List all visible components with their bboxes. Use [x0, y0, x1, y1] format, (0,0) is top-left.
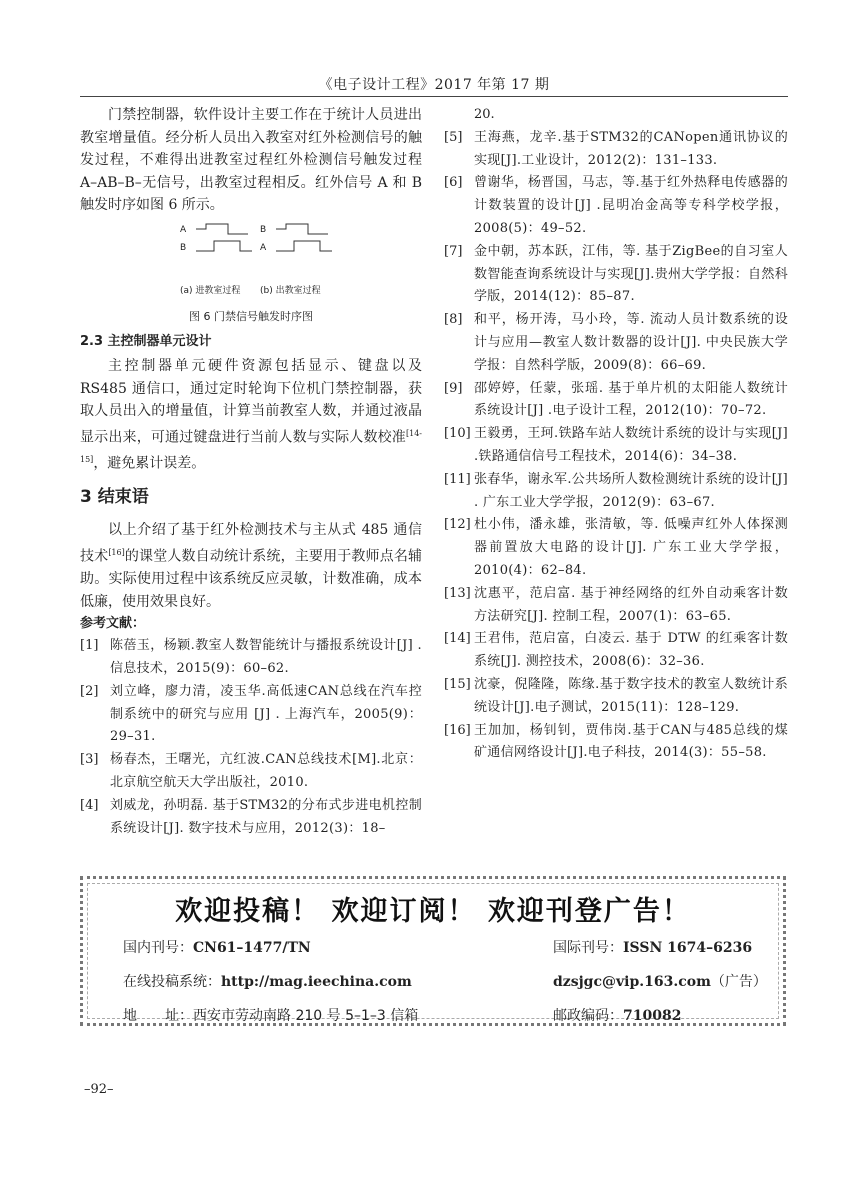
reference-item: [13] 沈惠平，范启富. 基于神经网络的红外自动乘客计数方法研究[J]. 控制工程，2007(1)：63–65. [444, 585, 788, 624]
left-column [80, 104, 422, 840]
journal-ad-banner [80, 876, 786, 1026]
subfigure-caption: (b) 出教室过程 [260, 285, 321, 296]
banner-slogan: 欢迎投稿！ 欢迎订阅！ 欢迎刊登广告！ [175, 896, 691, 927]
reference-item: [6] 曾谢华，杨晋国，马志，等.基于红外热释电传感器的计数装置的设计[J] .昆明冶金高等专科学校学报，2008(5)：49–52. [444, 175, 788, 236]
reference-item: [5] 王海燕，龙辛.基于STM32的CANopen通讯协议的实现[J].工业设计，2012(2)：131–133. [444, 129, 788, 168]
citation: [16] [108, 547, 125, 557]
section-heading: 3 结束语 [80, 487, 149, 508]
reference-item: [14] 王君伟，范启富，白凌云. 基于 DTW 的红乘客计数系统[J]. 测控技术，2008(6)：32–36. [444, 631, 788, 670]
signal-label: B [180, 242, 187, 253]
signal-label: A [260, 242, 267, 253]
postal-code: 邮政编码：710082 [553, 1008, 682, 1024]
paragraph-conclusion: 以上介绍了基于红外检测技术与主从式 485 通信技术[16]的课堂人数自动统计系统，主要用于教师点名辅助。实际使用过程中该系统反应灵敏，计数准确，成本低廉，使用效果良好。 [80, 522, 423, 610]
reference-item: [11] 张春华，谢永军.公共场所人数检测统计系统的设计[J] . 广东工业大学学报，2012(9)：63–67. [444, 471, 788, 510]
header-rule [80, 96, 788, 97]
figure-6a [180, 221, 260, 301]
mailing-address: 地 址：西安市劳动南路 210 号 5–1–3 信箱 [123, 1008, 419, 1024]
paragraph-door-controller: 门禁控制器，软件设计主要工作在于统计人员进出教室增量值。经分析人员出入教室对红外检测信号的触发过程，不难得出进教室过程红外检测信号触发过程 A–AB–B–无信号，出教室过程相反。红外信号 A 和 B 触发时序如图 6 所示。 [80, 107, 422, 214]
waveform-b [272, 223, 342, 263]
subsection-heading: 2.3 主控制器单元设计 [80, 333, 212, 349]
reference-item: [15] 沈豪，倪隆隆，陈缘.基于数字技术的教室人数统计系统设计[J].电子测试，2015(11)：128–129. [444, 676, 788, 715]
reference-continuation: 20. [474, 107, 495, 122]
waveform-a [192, 223, 262, 263]
figure-6b [260, 221, 340, 301]
reference-item: [2] 刘立峰，廖力清，凌玉华.高低速CAN总线在汽车控制系统中的研究与应用 [J] . 上海汽车，2005(9)：29–31. [80, 683, 422, 745]
reference-item: [1] 陈蓓玉，杨颖.教室人数智能统计与播报系统设计[J] .信息技术，2015(9)：60–62. [80, 638, 422, 677]
figure-caption: 图 6 门禁信号触发时序图 [189, 309, 313, 323]
reference-item: [12] 杜小伟，潘永雄，张清敏，等. 低噪声红外人体探测器前置放大电路的设计[J]. 广东工业大学学报，2010(4)：62–84. [444, 517, 788, 578]
right-column [444, 104, 788, 765]
reference-item: [9] 邵婷婷，任蒙，张瑶. 基于单片机的太阳能人数统计系统设计[J] .电子设计工程，2012(10)：70–72. [444, 380, 788, 419]
page-number: –92– [84, 1082, 114, 1097]
reference-item: [3] 杨春杰，王曙光，亢红波.CAN总线技术[M].北京：北京航空航天大学出版社，2010. [80, 752, 422, 791]
signal-label: A [180, 224, 187, 235]
online-submission: 在线投稿系统：http://mag.ieechina.com [123, 974, 412, 990]
subfigure-caption: (a) 进教室过程 [180, 285, 241, 296]
domestic-issn: 国内刊号：CN61–1477/TN [123, 940, 311, 956]
international-issn: 国际刊号：ISSN 1674–6236 [553, 940, 753, 956]
reference-item: [8] 和平，杨开涛，马小玲，等. 流动人员计数系统的设计与应用—教室人数计数器的设计[J]. 中央民族大学学报：自然科学版，2009(8)：66–69. [444, 312, 788, 373]
reference-item: [7] 金中朝，苏本跃，江伟，等. 基于ZigBee的自习室人数智能查询系统设计与实现[J].贵州大学学报：自然科学版，2014(12)：85–87. [444, 243, 788, 305]
citation: [14-15] [80, 428, 422, 464]
figure-6 [80, 221, 422, 325]
journal-header: 《电子设计工程》2017 年第 17 期 [318, 77, 550, 93]
reference-item: [4] 刘威龙，孙明磊. 基于STM32的分布式步进电机控制系统设计[J]. 数字技术与应用，2012(3)：18– [80, 797, 422, 836]
signal-label: B [260, 224, 267, 235]
paragraph-main-controller: 主控制器单元硬件资源包括显示、键盘以及 RS485 通信口，通过定时轮询下位机门禁控制器，获取人员出入的增量值，计算当前教室人数，并通过液晶显示出来，可通过键盘进行当前人数与实际人数校准[14-15]，避免累计误差。 [80, 357, 422, 472]
contact-email: dzsjgc@vip.163.com（广告） [553, 974, 767, 990]
references-heading: 参考文献： [80, 616, 146, 632]
reference-item: [10] 王毅勇，王珂.铁路车站人数统计系统的设计与实现[J] .铁路通信信号工程技术，2014(6)：34–38. [444, 426, 788, 464]
reference-item: [16] 王加加，杨钊钊，贾伟岗.基于CAN与485总线的煤矿通信网络设计[J].电子科技，2014(3)：55–58. [444, 722, 788, 761]
